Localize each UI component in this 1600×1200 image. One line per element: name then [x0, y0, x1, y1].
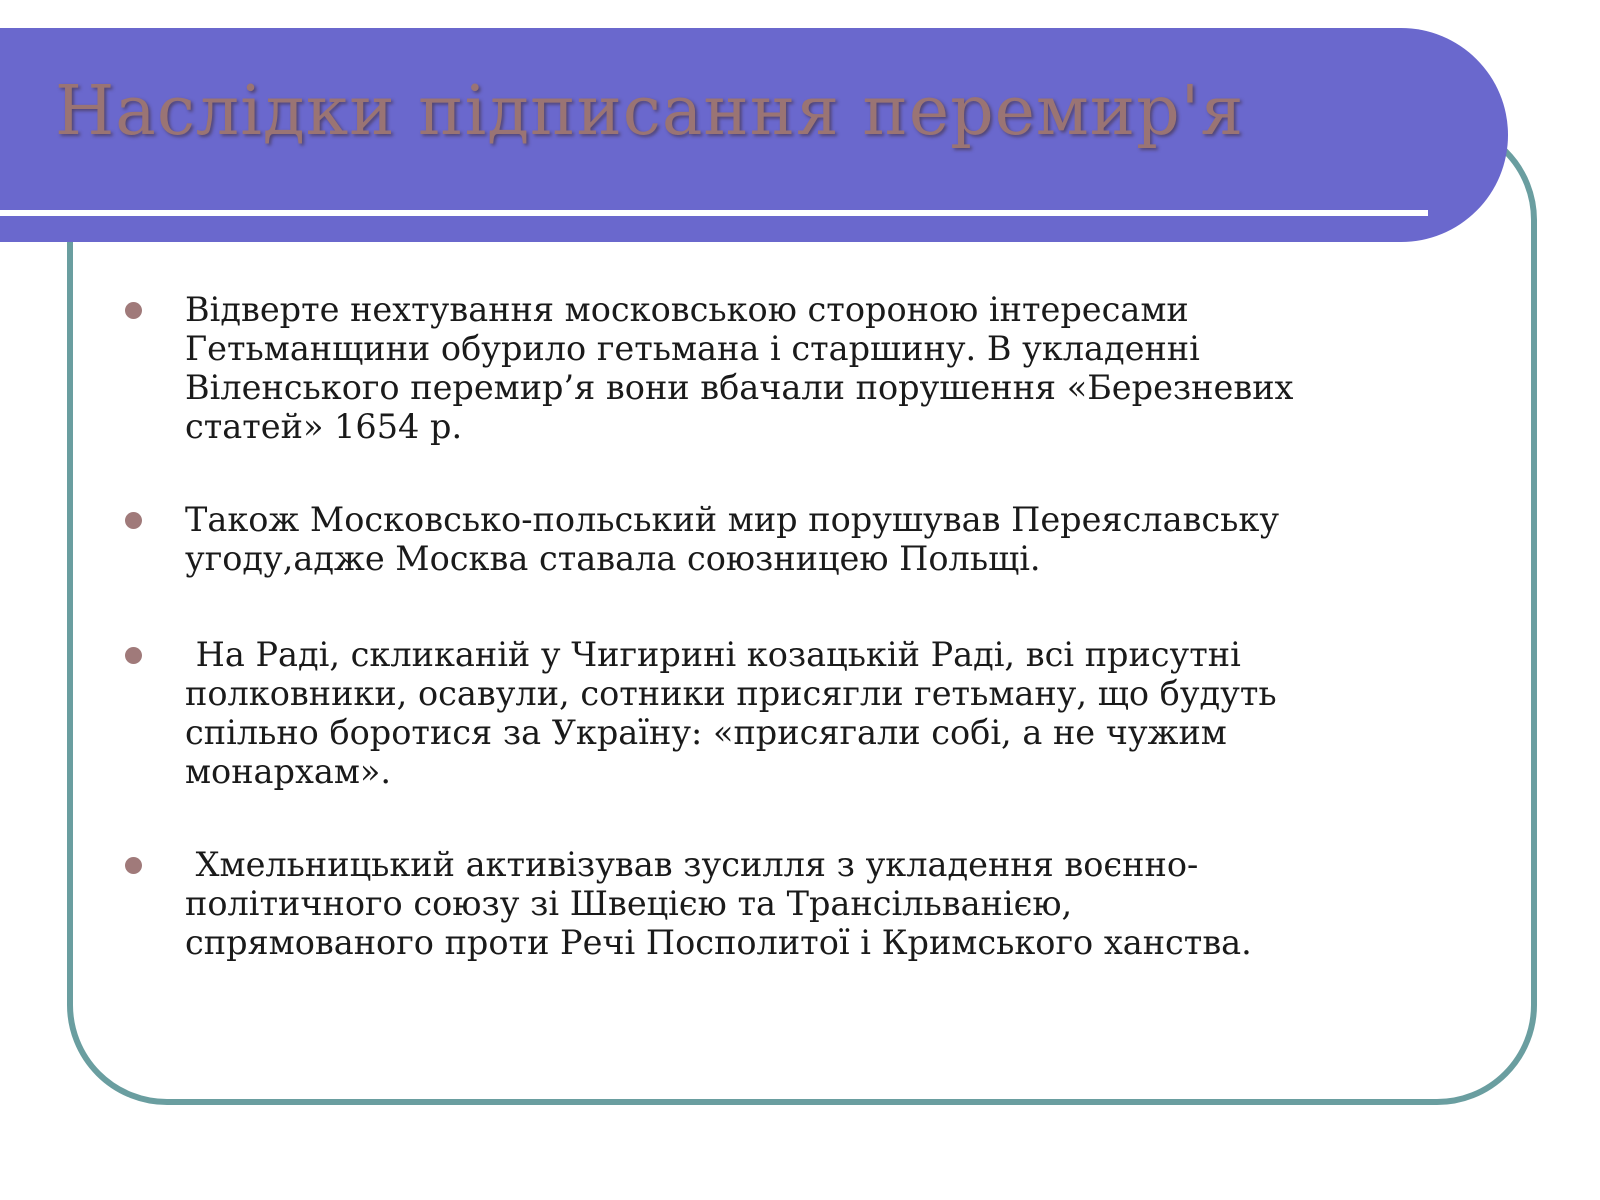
bullet-line: спільно боротися за Україну: «присягали собі, а не чужим — [185, 713, 1227, 752]
title-underline — [0, 210, 1428, 216]
bullet-line: Хмельницький активізував зусилля з укладення воєнно- — [185, 845, 1199, 884]
bullet-dot-icon — [125, 512, 142, 529]
bullet-line: Гетьманщини обурило гетьмана і старшину. В укладенні — [185, 329, 1200, 368]
bullet-line: політичного союзу зі Швецією та Трансільванією, — [185, 884, 1073, 923]
bullet-line: Також Московсько-польський мир порушував Переяславську — [185, 500, 1280, 539]
bullet-dot-icon — [125, 302, 142, 319]
bullet-item — [120, 635, 1277, 791]
bullet-line: Відверте нехтування московською стороною інтересами — [185, 290, 1189, 329]
bullet-item — [120, 845, 1252, 962]
bullet-line: монархам». — [185, 752, 392, 791]
slide-title: Наслідки підписання перемир'я — [55, 72, 1245, 151]
bullet-line: На Раді, скликаній у Чигирині козацькій Раді, всі присутні — [185, 635, 1241, 674]
bullet-item — [120, 290, 1293, 446]
bullet-line: полковники, осавули, сотники присягли гетьману, що будуть — [185, 674, 1277, 713]
bullet-line: статей» 1654 р. — [185, 407, 463, 446]
bullet-line: угоду,адже Москва ставала союзницею Польщі. — [185, 539, 1041, 578]
bullet-item — [120, 500, 1279, 578]
bullet-dot-icon — [125, 857, 142, 874]
bullet-line: Віленського перемир’я вони вбачали порушення «Березневих — [185, 368, 1294, 407]
bullet-line: спрямованого проти Речі Посполитої і Кримського ханства. — [185, 923, 1252, 962]
bullet-dot-icon — [125, 647, 142, 664]
